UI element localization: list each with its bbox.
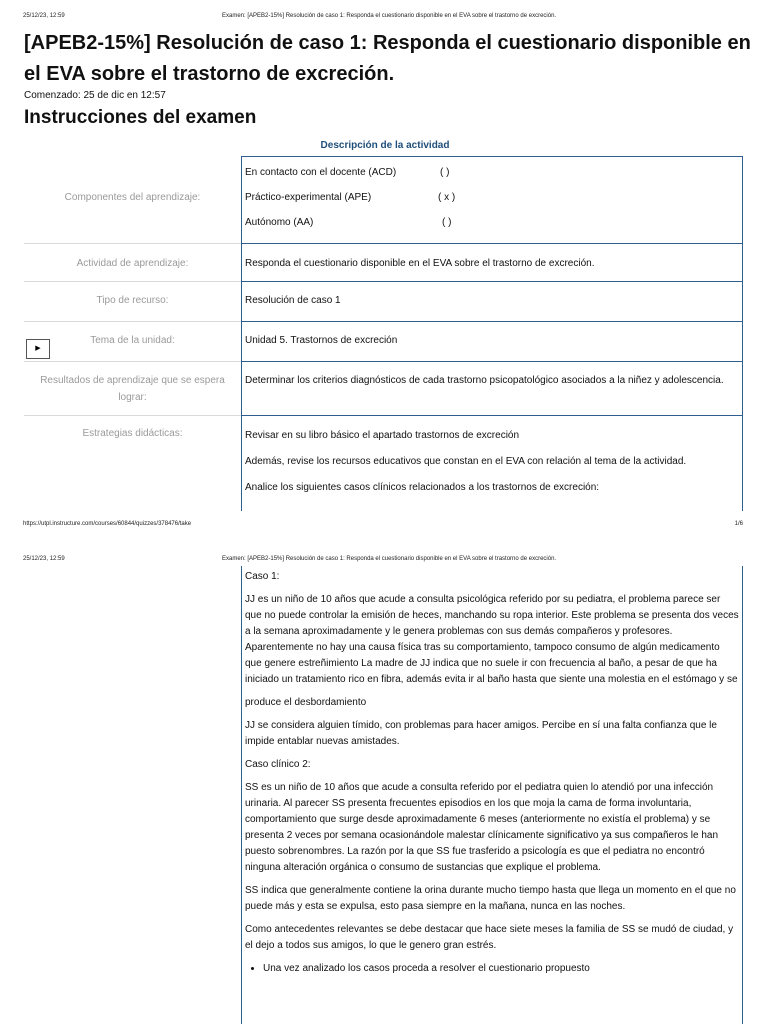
row-label: Componentes del aprendizaje: [24,156,241,244]
print-header [0,13,768,21]
print-title: Examen: [APEB2-15%] Resolución de caso 1: Responda el cuestionario disponible en el EVA sobre el trastorno de excreción. [222,556,557,562]
row-value: Responda el cuestionario disponible en el EVA sobre el trastorno de excreción. [241,244,743,282]
case-paragraph: SS indica que generalmente contiene la orina durante mucho tiempo hasta que llega un momento en el que no puede más y esta se expulsa, esto pasa siempre en la mañana, nunca en las noches. [245,885,736,912]
case-paragraph: Caso clínico 2: [245,759,311,770]
strategy-paragraph: Revisar en su libro básico el apartado trastornos de excreción [245,430,520,441]
case-paragraph: SS es un niño de 10 años que acude a consulta referido por el pediatra quien lo atendió por una infección urinaria. Al parecer SS presenta frecuentes episodios en los que moja la cama de forma involuntaria, comportamiento que surge desde aproximadamente 6 meses (anteriormente no existía el problema) y se presenta 2 veces por semana ocasionándole malestar clínicamente significativo ya sus compañeros le han puesto sobrenombres. La razón por la que SS fue trasferido a psicología es que el pediatra no encontró ninguna alteración orgánica o consumo de sustancias que explique el problema. [245,782,719,873]
play-button[interactable]: ▶ [26,339,50,359]
row-value [241,416,743,511]
instructions-heading: Instrucciones del examen [24,107,257,128]
table-row [24,282,743,322]
strategy-paragraph: Analice los siguientes casos clínicos relacionados a los trastornos de excreción: [245,482,600,493]
component-line: En contacto con el docente (ACD) ( ) [245,167,450,178]
table-row [24,362,743,416]
table-row [24,416,743,511]
table-row [24,322,743,362]
row-value: Determinar los criterios diagnósticos de cada trastorno psicopatológico asociados a la niñez y adolescencia. [241,362,743,416]
activity-table [24,156,743,511]
case-paragraph: produce el desbordamiento [245,697,367,708]
print-header-page2 [0,556,768,564]
print-date: 25/12/23, 12:59 [23,13,65,19]
row-label: Resultados de aprendizaje que se espera lograr: [24,362,241,416]
case-paragraph: JJ se considera alguien tímido, con problemas para hacer amigos. Percibe en sí una falta confianza que le impide entablar nuevas amistades. [245,720,717,747]
row-value: Resolución de caso 1 [241,282,743,322]
print-url: https://utpl.instructure.com/courses/60844/quizzes/378476/take [23,521,192,527]
case-content [241,566,743,1024]
case-paragraph: JJ es un niño de 10 años que acude a consulta psicológica referido por su pediatra, el problema parece ser que no puede controlar la emisión de heces, manchando su ropa interior. Este problema se presenta dos veces a la semana aproximadamente y le genera problemas con sus demás compañeros y profesores. Aparentemente no hay una causa física tras su comportamiento, tampoco consumo de algún medicamento que genere estreñimiento La madre de JJ indica que no suele ir con frecuencia al baño, a pesar de que ha iniciado un tratamiento rico en fibra, además evita ir al baño hasta que siente una molestia en el estómago y se [245,594,739,685]
table-row [24,244,743,282]
row-label: Tipo de recurso: [24,282,241,322]
case-paragraph: Caso 1: [245,571,280,582]
page-title: [APEB2-15%] Resolución de caso 1: Responda el cuestionario disponible en el EVA sobre el trastorno de excreción. [24,32,751,85]
case-paragraph: Como antecedentes relevantes se debe destacar que hace siete meses la familia de SS se mudó de ciudad, y el dejo a todos sus amigos, lo que le genero gran estrés. [245,924,734,951]
started-timestamp: Comenzado: 25 de dic en 12:57 [24,90,166,101]
list-item: • Una vez analizado los casos proceda a resolver el cuestionario propuesto [263,961,739,977]
component-line: Práctico-experimental (APE) ( x ) [245,192,456,203]
table-heading: Descripción de la actividad [320,140,450,151]
page-number: 1/6 [734,521,743,527]
strategy-paragraph: Además, revise los recursos educativos que constan en el EVA con relación al tema de la actividad. [245,456,687,467]
row-label: Tema de la unidad: [24,322,241,362]
row-value: Unidad 5. Trastornos de excreción [241,322,743,362]
instruction-list [245,961,739,977]
print-title: Examen: [APEB2-15%] Resolución de caso 1: Responda el cuestionario disponible en el EVA sobre el trastorno de excreción. [222,13,557,19]
row-value [241,156,743,244]
component-line: Autónomo (AA) ( ) [245,217,452,228]
print-date: 25/12/23, 12:59 [23,556,65,562]
row-label: Actividad de aprendizaje: [24,244,241,282]
row-label: Estrategias didácticas: [82,428,183,439]
table-row [24,156,743,244]
